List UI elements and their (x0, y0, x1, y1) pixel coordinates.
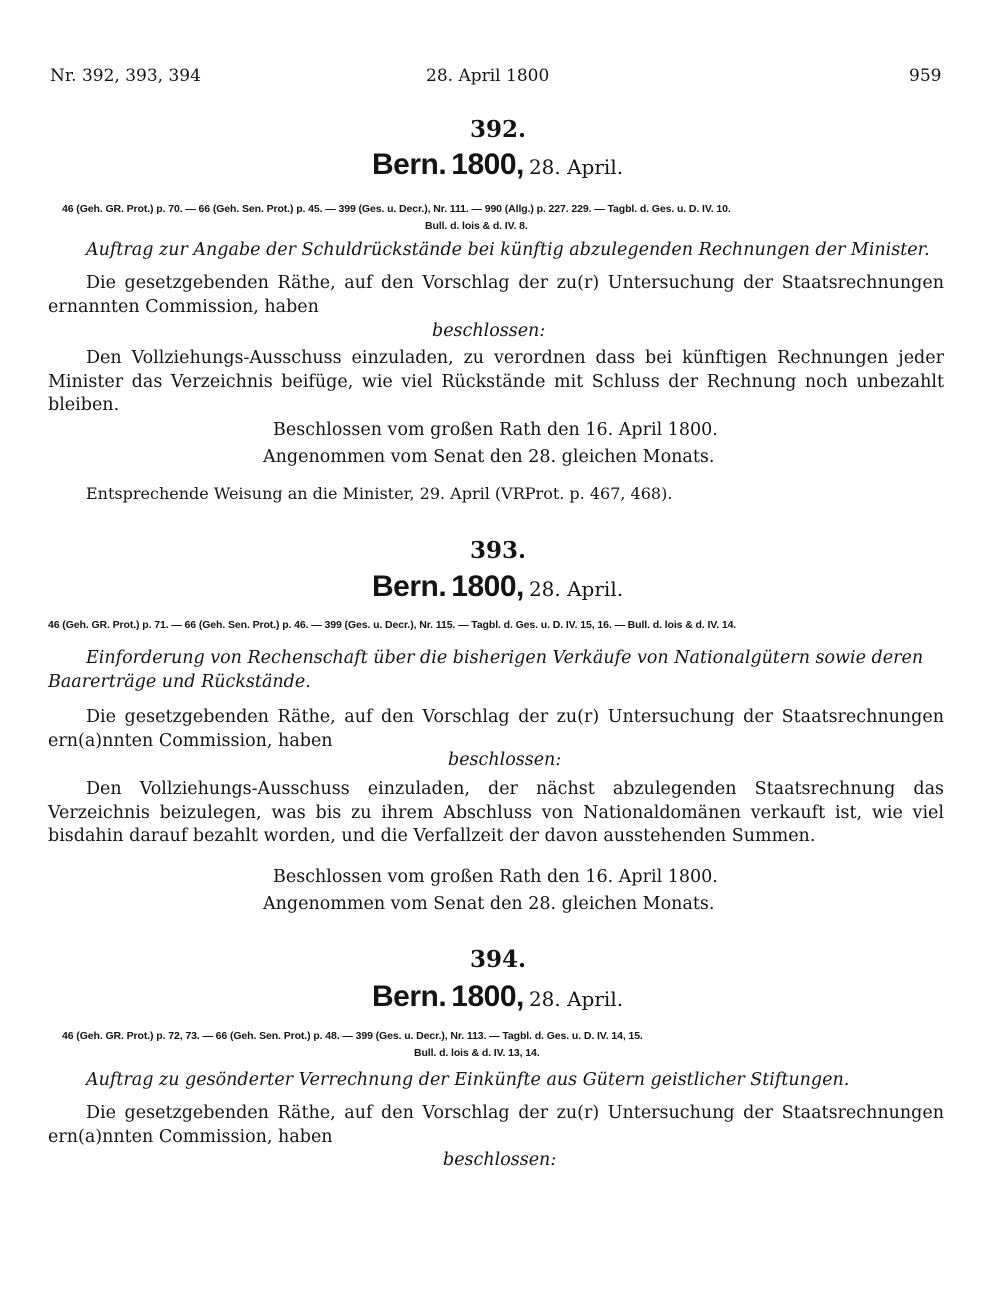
entry-intro: Die gesetzgebenden Räthe, auf den Vorschlag der zu(r) Untersuchung der Staatsrechnungen ern(a)nnten Commission, haben (48, 1103, 944, 1147)
entry-intro: Die gesetzgebenden Räthe, auf den Vorschlag der zu(r) Untersuchung der Staatsrechnungen ernannten Commission, haben (48, 273, 944, 317)
entry-year: 1800, (451, 570, 524, 603)
entry-intro: Die gesetzgebenden Räthe, auf den Vorschlag der zu(r) Untersuchung der Staatsrechnungen ern(a)nnten Commission, haben (48, 707, 944, 751)
header-left: Nr. 392, 393, 394 (50, 66, 201, 86)
entry-date: 28. April. (528, 987, 624, 1011)
header-center: 28. April 1800 (426, 66, 550, 86)
entry-references: 46 (Geh. GR. Prot.) p. 70. — 66 (Geh. Sen. Prot.) p. 45. — 399 (Ges. u. Decr.), Nr. 111. — 990 (Allg.) p. 227. 229. — Tagbl. d. Ges. u. D. IV. 10. (62, 203, 731, 215)
entry-place-date (372, 570, 623, 604)
entry-references-cont: Bull. d. lois & d. IV. 13, 14. (414, 1047, 540, 1059)
header-page-number: 959 (909, 66, 942, 86)
entry-note: Entsprechende Weisung an die Minister, 29. April (VRProt. p. 467, 468). (86, 484, 673, 503)
entry-beschlossen: beschlossen: (448, 750, 562, 770)
entry-place-date (372, 980, 623, 1014)
entry-references-cont: Bull. d. lois & d. IV. 8. (425, 220, 528, 232)
entry-beschlossen: beschlossen: (443, 1150, 557, 1170)
entry-title-cont: Baarerträge und Rückstände. (48, 672, 311, 692)
entry-date: 28. April. (528, 577, 624, 601)
entry-references: 46 (Geh. GR. Prot.) p. 72, 73. — 66 (Geh. Sen. Prot.) p. 48. — 399 (Ges. u. Decr.), Nr. 113. — Tagbl. d. Ges. u. D. IV. 14, 15. (62, 1030, 643, 1042)
entry-year: 1800, (451, 148, 524, 181)
entry-references: 46 (Geh. GR. Prot.) p. 71. — 66 (Geh. Sen. Prot.) p. 46. — 399 (Ges. u. Decr.), Nr. 115. — Tagbl. d. Ges. u. D. IV. 15, 16. — Bull. d. lois & d. IV. 14. (48, 619, 737, 631)
entry-place: Bern. (372, 570, 447, 603)
entry-title: Auftrag zur Angabe der Schuldrückstände bei künftig abzulegenden Rechnungen der Minister. (86, 240, 930, 260)
entry-accepted: Angenommen vom Senat den 28. gleichen Monats. (263, 894, 715, 914)
entry-place-date (372, 148, 623, 182)
entry-beschlossen: beschlossen: (432, 321, 546, 341)
entry-number: 394. (470, 946, 527, 973)
entry-resolution: Den Vollziehungs-Ausschuss einzuladen, der nächst abzulegenden Staatsrechnung das Verzeichnis beizulegen, was bis zu ihrem Abschluss von Nationaldomänen verkauft ist, wie viel bisdahin darauf bezahlt worden, und die Verfallzeit der davon ausstehenden Summen. (48, 779, 944, 846)
entry-resolved: Beschlossen vom großen Rath den 16. April 1800. (273, 420, 718, 440)
entry-resolution: Den Vollziehungs-Ausschuss einzuladen, zu verordnen dass bei künftigen Rechnungen jeder Minister das Verzeichnis beifüge, wie viel Rückstände mit Schluss der Rechnung noch unbezahlt bleiben. (48, 348, 944, 415)
entry-date: 28. April. (528, 155, 624, 179)
entry-number: 393. (470, 537, 527, 564)
entry-place: Bern. (372, 148, 447, 181)
entry-year: 1800, (451, 980, 524, 1013)
entry-number: 392. (470, 116, 527, 143)
entry-place: Bern. (372, 980, 447, 1013)
entry-accepted: Angenommen vom Senat den 28. gleichen Monats. (263, 447, 715, 467)
entry-resolved: Beschlossen vom großen Rath den 16. April 1800. (273, 867, 718, 887)
entry-title: Einforderung von Rechenschaft über die bisherigen Verkäufe von Nationalgütern sowie deren (86, 648, 924, 668)
entry-title: Auftrag zu gesönderter Verrechnung der Einkünfte aus Gütern geistlicher Stiftungen. (86, 1070, 850, 1090)
